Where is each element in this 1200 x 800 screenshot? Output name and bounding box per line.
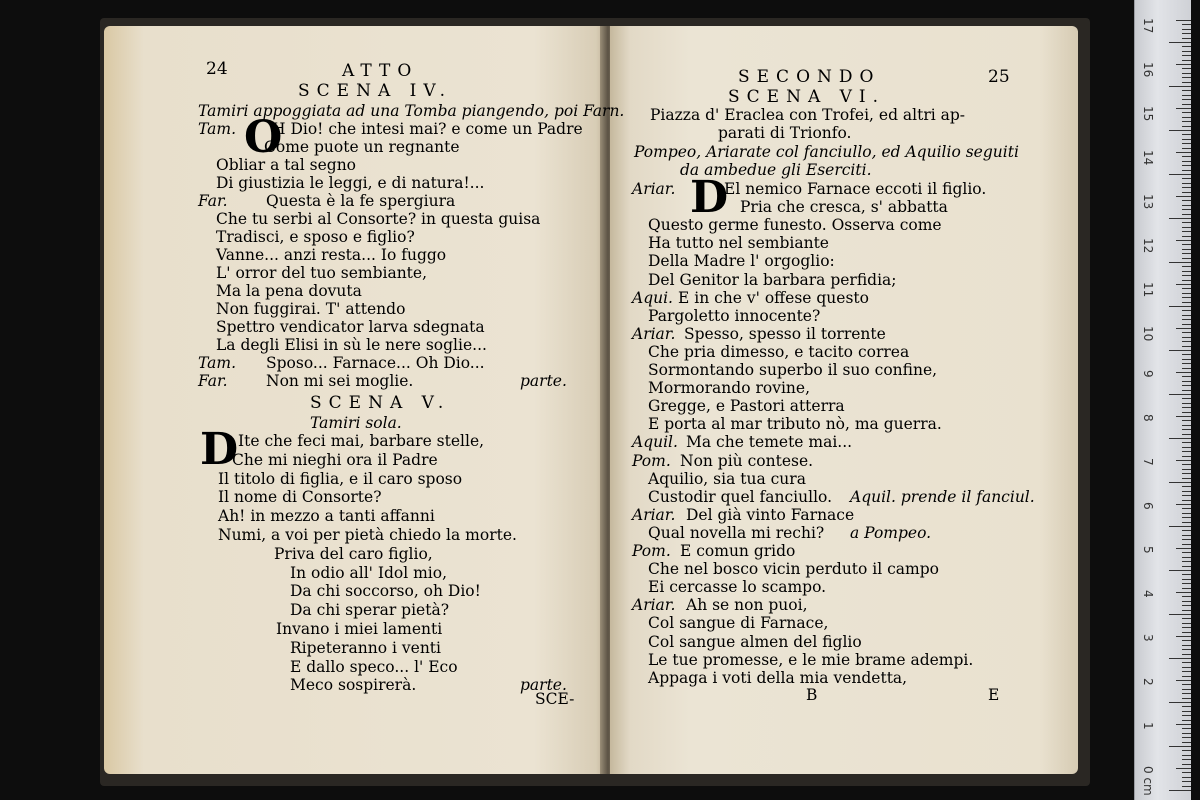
- ruler-tick: [1182, 275, 1191, 276]
- ruler-tick: [1182, 341, 1191, 342]
- verse-line: Che pria dimesso, e tacito correa: [648, 342, 910, 361]
- verse-line: Ha tutto nel sembiante: [648, 234, 829, 253]
- ruler-tick: [1182, 733, 1191, 734]
- ruler-tick: [1182, 156, 1191, 157]
- ruler-tick: [1182, 310, 1191, 311]
- ruler-number: 11: [1141, 282, 1155, 298]
- ruler-tick: [1182, 486, 1191, 487]
- setting-line: parati di Trionfo.: [718, 124, 852, 142]
- ruler-number: 9: [1141, 370, 1155, 378]
- verse-line: Spettro vendicator larva sdegnata: [216, 318, 485, 336]
- verse-line: Col sangue di Farnace,: [648, 614, 829, 633]
- ruler-tick: [1182, 73, 1191, 74]
- ruler-tick: [1182, 711, 1191, 712]
- ruler-tick: [1182, 610, 1191, 611]
- ruler-tick: [1182, 715, 1191, 716]
- verse-line: Meco sospirerà.: [290, 676, 417, 695]
- ruler-number: 4: [1141, 590, 1155, 598]
- ruler-tick: [1182, 161, 1191, 162]
- ruler-tick: [1182, 271, 1191, 272]
- ruler-tick: [1182, 618, 1191, 619]
- ruler-tick: [1182, 244, 1191, 245]
- stage-direction: da ambedue gli Eserciti.: [680, 161, 872, 179]
- ruler-tick: [1182, 627, 1191, 628]
- ruler-tick: [1182, 517, 1191, 518]
- ruler-tick: [1182, 764, 1191, 765]
- ruler-tick: [1176, 196, 1191, 197]
- ruler-tick: [1182, 148, 1191, 149]
- verse-line: Sormontando superbo il suo confine,: [648, 361, 938, 379]
- ruler-tick: [1182, 38, 1191, 39]
- verse-line: Mormorando rovine,: [648, 379, 810, 398]
- ruler-tick: [1182, 442, 1191, 443]
- ruler-tick: [1182, 671, 1191, 672]
- ruler-tick: [1182, 654, 1191, 655]
- ruler-tick: [1182, 649, 1191, 650]
- ruler-tick: [1182, 469, 1191, 470]
- ruler-tick: [1182, 434, 1191, 435]
- ruler-tick: [1182, 429, 1191, 430]
- ruler-tick: [1176, 504, 1191, 505]
- ruler-tick: [1182, 693, 1191, 694]
- verse-line: Del Genitor la barbara perfidia;: [648, 270, 897, 289]
- ruler-number: 13: [1141, 194, 1155, 210]
- verse-line: Da chi sperar pietà?: [290, 601, 450, 620]
- scene-title: SCENA VI.: [728, 87, 886, 107]
- verse-line: Pria che cresca, s' abbatta: [740, 198, 948, 217]
- verse-line: E in che v' offese questo: [678, 288, 869, 307]
- ruler-tick: [1176, 240, 1191, 241]
- ruler-number: 14: [1141, 150, 1155, 166]
- verse-line: Qual novella mi rechi?: [648, 523, 825, 542]
- ruler-tick: [1182, 544, 1191, 545]
- ruler-tick: [1182, 381, 1191, 382]
- ruler-tick: [1176, 64, 1191, 65]
- speaker-name: Pom.: [632, 542, 671, 560]
- ruler-tick: [1182, 623, 1191, 624]
- ruler-tick: [1182, 645, 1191, 646]
- verse-line: Non mi sei moglie.: [266, 372, 414, 390]
- measuring-ruler: [1134, 0, 1191, 800]
- verse-line: Non fuggirai. T' attendo: [216, 300, 406, 318]
- verse-line: Questa è la fe spergiura: [266, 192, 456, 210]
- ruler-tick: [1182, 68, 1191, 69]
- scene-title: SCENA V.: [310, 393, 451, 413]
- drop-initial: D: [690, 172, 729, 223]
- ruler-tick: [1182, 566, 1191, 567]
- ruler-number: 12: [1141, 238, 1155, 254]
- ruler-tick: [1182, 689, 1191, 690]
- ruler-tick: [1169, 790, 1191, 791]
- stage-aside: a Pompeo.: [850, 523, 932, 542]
- ruler-tick: [1182, 126, 1191, 127]
- ruler-tick: [1182, 588, 1191, 589]
- verse-line: Il nome di Consorte?: [218, 488, 382, 507]
- ruler-tick: [1182, 574, 1191, 575]
- ruler-tick: [1182, 456, 1191, 457]
- ruler-number: 17: [1141, 18, 1155, 34]
- verse-line: Pargoletto innocente?: [648, 306, 821, 325]
- ruler-tick: [1169, 526, 1191, 527]
- ruler-tick: [1169, 262, 1191, 263]
- ruler-tick: [1182, 319, 1191, 320]
- ruler-tick: [1182, 522, 1191, 523]
- verse-line: Che tu serbi al Consorte? in questa guisa: [216, 210, 541, 228]
- stage-aside: parte.: [520, 676, 567, 695]
- ruler-tick: [1182, 253, 1191, 254]
- verse-line: Tradisci, e sposo e figlio?: [216, 228, 415, 246]
- ruler-tick: [1176, 724, 1191, 725]
- drop-initial: O: [244, 112, 283, 163]
- ruler-tick: [1169, 702, 1191, 703]
- ruler-tick: [1182, 82, 1191, 83]
- ruler-tick: [1182, 530, 1191, 531]
- drop-initial: D: [200, 424, 239, 475]
- page-number: 24: [206, 59, 228, 79]
- ruler-tick: [1182, 420, 1191, 421]
- speaker-name: Far.: [198, 372, 228, 390]
- ruler-tick: [1176, 20, 1191, 21]
- ruler-tick: [1182, 632, 1191, 633]
- ruler-tick: [1182, 447, 1191, 448]
- verse-line: Non più contese.: [680, 451, 814, 470]
- speaker-name: Pom.: [632, 451, 671, 470]
- ruler-tick: [1182, 755, 1191, 756]
- ruler-tick: [1182, 425, 1191, 426]
- ruler-tick: [1182, 77, 1191, 78]
- ruler-tick: [1182, 398, 1191, 399]
- verse-line: Obliar a tal segno: [216, 156, 357, 174]
- ruler-tick: [1182, 728, 1191, 729]
- ruler-tick: [1182, 676, 1191, 677]
- ruler-tick: [1182, 51, 1191, 52]
- ruler-tick: [1182, 178, 1191, 179]
- ruler-tick: [1169, 570, 1191, 571]
- ruler-tick: [1176, 636, 1191, 637]
- verse-line: Le tue promesse, e le mie brame adempi.: [648, 650, 974, 669]
- ruler-tick: [1182, 750, 1191, 751]
- speaker-name: Ariar.: [632, 505, 676, 524]
- ruler-tick: [1182, 500, 1191, 501]
- ruler-tick: [1176, 328, 1191, 329]
- ruler-number: 16: [1141, 62, 1155, 78]
- ruler-tick: [1169, 438, 1191, 439]
- ruler-tick: [1182, 209, 1191, 210]
- verse-line: Come puote un regnante: [264, 138, 460, 156]
- verse-line: Aquilio, sia tua cura: [648, 469, 806, 488]
- verse-line: Questo germe funesto. Osserva come: [648, 216, 942, 235]
- ruler-number: 6: [1141, 502, 1155, 510]
- verse-line: Ah! in mezzo a tanti affanni: [218, 507, 435, 526]
- ruler-tick: [1176, 284, 1191, 285]
- ruler-tick: [1182, 596, 1191, 597]
- verse-line: L' orror del tuo sembiante,: [216, 264, 428, 282]
- ruler-tick: [1182, 359, 1191, 360]
- ruler-tick: [1176, 548, 1191, 549]
- ruler-tick: [1182, 451, 1191, 452]
- ruler-tick: [1182, 539, 1191, 540]
- page-number: 25: [988, 67, 1010, 87]
- ruler-tick: [1182, 337, 1191, 338]
- ruler-tick: [1169, 746, 1191, 747]
- verse-line: In odio all' Idol mio,: [290, 563, 448, 582]
- stage-direction: Tamiri sola.: [310, 414, 402, 432]
- ruler-tick: [1182, 662, 1191, 663]
- ruler-tick: [1182, 495, 1191, 496]
- ruler-tick: [1182, 104, 1191, 105]
- ruler-tick: [1182, 368, 1191, 369]
- speaker-name: Far.: [198, 192, 228, 210]
- ruler-tick: [1182, 390, 1191, 391]
- ruler-tick: [1182, 280, 1191, 281]
- ruler-tick: [1182, 605, 1191, 606]
- speaker-name: Tam.: [198, 120, 237, 138]
- signature-mark: B: [806, 686, 818, 704]
- ruler-tick: [1182, 266, 1191, 267]
- verse-line: Gregge, e Pastori atterra: [648, 397, 845, 416]
- ruler-tick: [1182, 720, 1191, 721]
- ruler-tick: [1182, 491, 1191, 492]
- verse-line: Da chi soccorso, oh Dio!: [290, 582, 481, 601]
- ruler-tick: [1182, 742, 1191, 743]
- ruler-tick: [1182, 33, 1191, 34]
- verse-line: La degli Elisi in sù le nere soglie...: [216, 336, 487, 354]
- ruler-tick: [1169, 658, 1191, 659]
- ruler-tick: [1182, 231, 1191, 232]
- ruler-number: 10: [1141, 326, 1155, 342]
- ruler-tick: [1182, 302, 1191, 303]
- verse-line: Ite che feci mai, barbare stelle,: [238, 432, 485, 450]
- ruler-tick: [1176, 768, 1191, 769]
- ruler-tick: [1182, 121, 1191, 122]
- ruler-tick: [1182, 90, 1191, 91]
- ruler-tick: [1176, 152, 1191, 153]
- ruler-number: 5: [1141, 546, 1155, 554]
- ruler-tick: [1182, 324, 1191, 325]
- verse-line: Il titolo di figlia, e il caro sposo: [218, 469, 463, 488]
- catchword: SCE-: [535, 690, 575, 708]
- ruler-number: 8: [1141, 414, 1155, 422]
- ruler-tick: [1182, 601, 1191, 602]
- ruler-number: 0 cm: [1141, 766, 1155, 796]
- ruler-tick: [1182, 60, 1191, 61]
- verse-line: Invano i miei lamenti: [276, 620, 443, 638]
- ruler-tick: [1182, 535, 1191, 536]
- ruler-tick: [1182, 772, 1191, 773]
- verse-line: Di giustizia le leggi, e di natura!...: [216, 174, 485, 192]
- ruler-tick: [1182, 640, 1191, 641]
- verse-line: Ma che temete mai...: [686, 433, 853, 452]
- ruler-tick: [1182, 222, 1191, 223]
- ruler-tick: [1182, 192, 1191, 193]
- ruler-tick: [1182, 376, 1191, 377]
- ruler-tick: [1182, 227, 1191, 228]
- ruler-tick: [1176, 592, 1191, 593]
- speaker-name: Aquil.: [632, 433, 678, 452]
- running-head: ATTO: [342, 61, 419, 81]
- ruler-tick: [1182, 46, 1191, 47]
- ruler-tick: [1182, 557, 1191, 558]
- ruler-tick: [1182, 354, 1191, 355]
- speaker-name: Aqui.: [632, 288, 673, 307]
- ruler-tick: [1182, 288, 1191, 289]
- ruler-tick: [1182, 332, 1191, 333]
- ruler-tick: [1182, 706, 1191, 707]
- ruler-tick: [1182, 187, 1191, 188]
- ruler-tick: [1182, 667, 1191, 668]
- verse-line: Ripeteranno i venti: [290, 638, 441, 657]
- ruler-tick: [1182, 777, 1191, 778]
- ruler-tick: [1169, 42, 1191, 43]
- ruler-tick: [1182, 363, 1191, 364]
- ruler-tick: [1182, 165, 1191, 166]
- ruler-tick: [1169, 614, 1191, 615]
- running-head: SECONDO: [738, 67, 881, 87]
- ruler-tick: [1182, 737, 1191, 738]
- verse-line: Della Madre l' orgoglio:: [648, 252, 835, 271]
- ruler-tick: [1182, 112, 1191, 113]
- stage-aside: Aquil. prende il fanciul.: [850, 487, 1035, 506]
- ruler-tick: [1182, 698, 1191, 699]
- ruler-tick: [1169, 350, 1191, 351]
- ruler-tick: [1182, 214, 1191, 215]
- verse-line: Ah se non puoi,: [686, 596, 808, 615]
- ruler-tick: [1182, 293, 1191, 294]
- ruler-tick: [1182, 143, 1191, 144]
- ruler-number: 2: [1141, 678, 1155, 686]
- ruler-tick: [1182, 139, 1191, 140]
- ruler-tick: [1169, 482, 1191, 483]
- setting-line: Piazza d' Eraclea con Trofei, ed altri ap-: [650, 106, 966, 124]
- verse-line: Ma la pena dovuta: [216, 282, 362, 300]
- ruler-tick: [1182, 236, 1191, 237]
- ruler-tick: [1169, 306, 1191, 307]
- ruler-tick: [1169, 394, 1191, 395]
- ruler-tick: [1176, 680, 1191, 681]
- ruler-number: 1: [1141, 722, 1155, 730]
- ruler-tick: [1176, 372, 1191, 373]
- scene-title: SCENA IV.: [298, 81, 453, 101]
- ruler-tick: [1182, 786, 1191, 787]
- ruler-tick: [1182, 412, 1191, 413]
- ruler-tick: [1182, 346, 1191, 347]
- verse-line: E dallo speco... l' Eco: [290, 657, 458, 676]
- verse-line: Sposo... Farnace... Oh Dio...: [266, 354, 485, 372]
- ruler-tick: [1182, 561, 1191, 562]
- ruler-tick: [1182, 513, 1191, 514]
- ruler-tick: [1182, 315, 1191, 316]
- verse-line: H Dio! che intesi mai? e come un Padre: [272, 120, 583, 138]
- ruler-tick: [1182, 134, 1191, 135]
- ruler-tick: [1182, 407, 1191, 408]
- ruler-tick: [1182, 508, 1191, 509]
- ruler-tick: [1182, 249, 1191, 250]
- ruler-tick: [1182, 579, 1191, 580]
- ruler-tick: [1182, 29, 1191, 30]
- speaker-name: Ariar.: [632, 180, 676, 198]
- ruler-tick: [1176, 108, 1191, 109]
- verse-line: Che nel bosco vicin perduto il campo: [648, 560, 940, 579]
- speaker-name: Tam.: [198, 354, 237, 372]
- verse-line: Che mi nieghi ora il Padre: [232, 450, 438, 469]
- ruler-tick: [1182, 297, 1191, 298]
- verse-line: E porta al mar tributo nò, ma guerra.: [648, 415, 942, 434]
- ruler-tick: [1182, 258, 1191, 259]
- ruler-tick: [1182, 403, 1191, 404]
- catchword: E: [988, 686, 1000, 704]
- ruler-tick: [1182, 759, 1191, 760]
- verse-line: Spesso, spesso il torrente: [684, 324, 886, 343]
- speaker-name: Ariar.: [632, 596, 676, 615]
- ruler-number: 7: [1141, 458, 1155, 466]
- ruler-tick: [1169, 218, 1191, 219]
- stage-aside: parte.: [520, 372, 567, 390]
- ruler-tick: [1182, 170, 1191, 171]
- ruler-tick: [1176, 460, 1191, 461]
- ruler-tick: [1182, 552, 1191, 553]
- stage-direction: Tamiri appoggiata ad una Tomba piangendo, poi Farn.: [198, 102, 625, 120]
- ruler-tick: [1182, 478, 1191, 479]
- ruler-tick: [1182, 205, 1191, 206]
- verse-line: Vanne... anzi resta... Io fuggo: [216, 246, 447, 264]
- verse-line: Col sangue almen del figlio: [648, 632, 862, 651]
- verse-line: Custodir quel fanciullo.: [648, 487, 833, 506]
- ruler-tick: [1182, 99, 1191, 100]
- ruler-tick: [1182, 781, 1191, 782]
- ruler-tick: [1182, 583, 1191, 584]
- ruler-number: 3: [1141, 634, 1155, 642]
- ruler-tick: [1182, 183, 1191, 184]
- ruler-tick: [1182, 24, 1191, 25]
- ruler-tick: [1182, 385, 1191, 386]
- verse-line: E comun grido: [680, 542, 796, 560]
- verse-line: Appaga i voti della mia vendetta,: [648, 668, 908, 687]
- ruler-tick: [1182, 200, 1191, 201]
- ruler-tick: [1182, 684, 1191, 685]
- ruler-number: 15: [1141, 106, 1155, 122]
- ruler-tick: [1182, 117, 1191, 118]
- verse-line: Ei cercasse lo scampo.: [648, 578, 827, 597]
- ruler-tick: [1169, 130, 1191, 131]
- ruler-tick: [1176, 416, 1191, 417]
- ruler-tick: [1169, 86, 1191, 87]
- ruler-tick: [1182, 473, 1191, 474]
- ruler-tick: [1182, 464, 1191, 465]
- verse-line: Numi, a voi per pietà chiedo la morte.: [218, 526, 517, 544]
- stage-direction: Pompeo, Ariarate col fanciullo, ed Aquilio seguiti: [634, 143, 1019, 161]
- verse-line: Priva del caro figlio,: [274, 544, 433, 563]
- ruler-tick: [1169, 174, 1191, 175]
- verse-line: Del già vinto Farnace: [686, 505, 855, 524]
- speaker-name: Ariar.: [632, 324, 676, 343]
- ruler-tick: [1182, 95, 1191, 96]
- ruler-tick: [1182, 55, 1191, 56]
- verse-line: El nemico Farnace eccoti il figlio.: [724, 180, 987, 198]
